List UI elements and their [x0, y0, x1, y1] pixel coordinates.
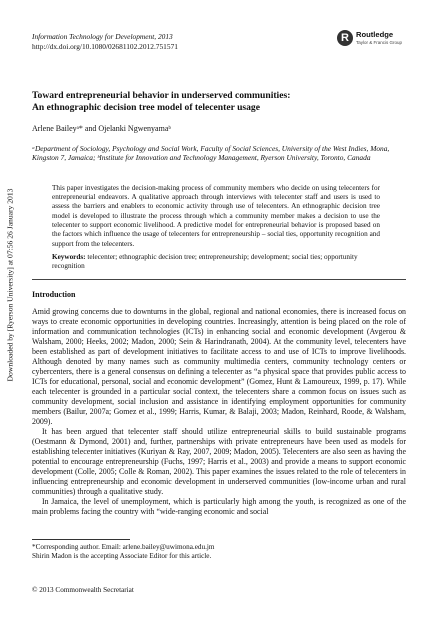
journal-name: Information Technology for Development, 2013 [32, 32, 173, 41]
paragraph: It has been argued that telecenter staff should utilize entrepreneurial skills to build sustainable programs (Oestmann & Dymond, 2001) and, further, partnerships with private entrepreneurs have been used as models for establishing telecenter initiatives (Kuriyan & Ray, 2007, 2009; Madon, 2005). Telecenters are also seen as having the potential to encourage entrepreneurship (Fuchs, 1997; Harris et al., 2003) and provide a means to support economic development (Colle, 2005; Colle & Roman, 2002). This paper examines the issues related to the role of telecenters in influencing entrepreneurship and economic development in underserved communities (low-income urban and rural communities) through a qualitative study. [32, 427, 406, 497]
author-list: Arlene Baileyᵃ* and Ojelanki Ngwenyamaᵇ [32, 124, 171, 133]
section-divider [32, 279, 406, 280]
section-heading: Introduction [32, 290, 76, 300]
editor-note: Shirin Madon is the accepting Associate Editor for this article. [32, 552, 212, 560]
doi-link[interactable]: http://dx.doi.org/10.1080/02681102.2012.751571 [32, 42, 178, 51]
download-note: Downloaded by [Ryerson University] at 07:56 26 January 2013 [5, 188, 15, 382]
paragraph: In Jamaica, the level of unemployment, which is particularly high among the youth, is recognized as one of the main problems facing the country with “wide-ranging economic and social [32, 497, 406, 517]
affiliations: ᵃDepartment of Sociology, Psychology and Social Work, Faculty of Social Sciences, University of the West Indies, Mona, Kingston 7, Jamaica; ᵇInstitute for Innovation and Technology Management, Ryerson University, Toronto, Canada [32, 144, 390, 163]
publisher-subtitle: Taylor & Francis Group [356, 40, 403, 45]
keywords-text: telecenter; ethnographic decision tree; entrepreneurship; development; social ties; opportunity recognition [52, 252, 358, 271]
abstract: This paper investigates the decision-making process of community members who decide on using telecenters for entrepreneurial endeavors. A qualitative approach through interviews with telecenter staff and users is used to assess the barriers and enablers to economic activity through use of telecenters. An ethnographic decision tree model is developed to illustrate the process through which a community member makes a decision to use the telecenter to support economic livelihood. A predictive model for entrepreneurial behavior is proposed based on the factors which influence the usage of telecenters for entrepreneurship – social ties, opportunity recognition and support from the telecenters. [52, 183, 380, 248]
download-watermark [4, 150, 16, 420]
article-body [32, 307, 406, 517]
publisher-logo [337, 28, 407, 50]
title-line-1: Toward entrepreneurial behavior in underserved communities: [32, 90, 291, 101]
copyright-notice: © 2013 Commonwealth Secretariat [32, 586, 134, 594]
publisher-name: Routledge [356, 30, 394, 39]
footnotes [32, 543, 406, 561]
keywords-label: Keywords: [52, 252, 86, 261]
paragraph: Amid growing concerns due to downturns in the global, regional and national economies, there is increased focus on ways to create economic opportunities in developing countries. Increasingly, attention is being placed on the role of information and communication technologies (ICTs) in enhancing social and economic development (Avgerou & Walsham, 2000; Heeks, 2002; Madon, 2000; Sein & Harindranath, 2004). At the community level, telecenters have been established as part of development initiatives to facilitate access to and use of ICTs to improve livelihoods. Although denoted by many names such as community multimedia centers, community technology centers or cybercenters, there is a general consensus on defining a telecenter as “a physical space that provides public access to ICTs for educational, personal, social and economic development” (Gomez, Hunt & Lamoureux, 1999, p. 17). While each telecenter is grounded in a particular social context, the telecenters share a common focus on issues such as community development, social inclusion and assistance in identifying employment opportunities for community members (Bailur, 2007a; Gomez et al., 1999; Harris, Kumar, & Balaji, 2003; Madon, Reinhard, Roode, & Walsham, 2009). [32, 307, 406, 427]
routledge-logo-icon: R [337, 30, 353, 46]
corresponding-author-note: *Corresponding author. Email: arlene.bailey@uwimona.edu.jm [32, 543, 215, 551]
article-title [32, 90, 406, 114]
footnote-divider [32, 539, 130, 540]
title-line-2: An ethnographic decision tree model of telecenter usage [32, 102, 260, 113]
keywords [52, 253, 380, 272]
article-page [32, 32, 406, 517]
